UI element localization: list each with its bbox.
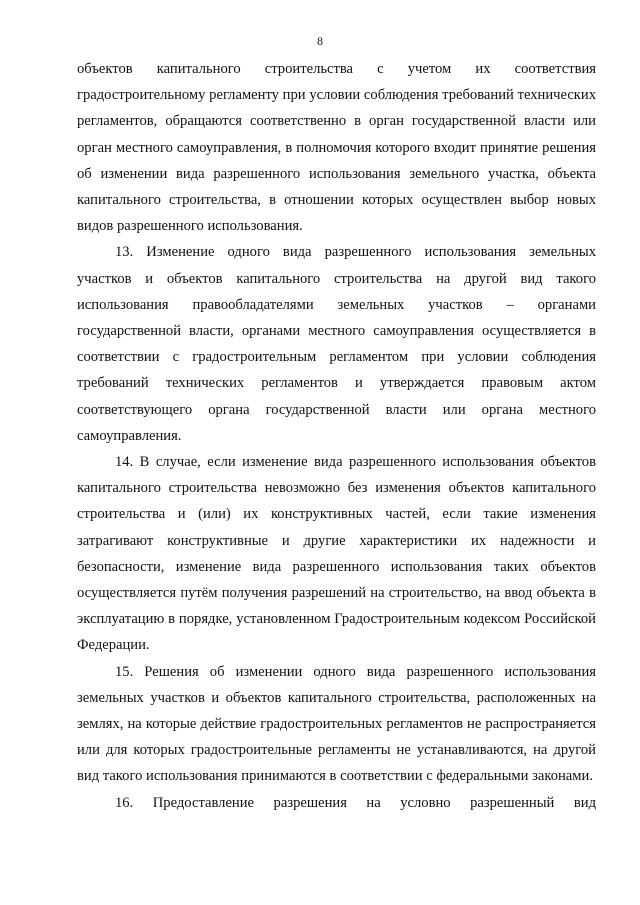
page-number: 8: [317, 34, 323, 48]
paragraph-13: 13. Изменение одного вида разрешенного использования земельных участков и объектов капитального строительства на другой вид такого использования правообладателями земельных участков – органами государственной власти, органами местного самоуправления осуществляется в соответствии с градостроительным регламентом при условии соблюдения требований технических регламентов и утверждается правовым актом соответствующего органа государственной власти или органа местного самоуправления.: [77, 244, 596, 444]
paragraph-14: 14. В случае, если изменение вида разрешенного использования объектов капитального строительства невозможно без изменения объектов капитального строительства и (или) их конструктивных частей, если такие изменения затрагивают конструктивные и другие характеристики их надежности и безопасности, изменение вида разрешенного использования таких объектов осуществляется путём получения разрешений на строительство, на ввод объекта в эксплуатацию в порядке, установленном Градостроительным кодексом Российской Федерации.: [77, 454, 596, 654]
paragraph-16: 16. Предоставление разрешения на условно разрешенный вид: [115, 794, 596, 811]
paragraph-15: 15. Решения об изменении одного вида разрешенного использования земельных участков и объектов капитального строительства, расположенных на землях, на которые действие градостроительных регламентов не распространяется или для которых градостроительные регламенты не устанавливаются, на другой вид такого использования принимаются в соответствии с федеральными законами.: [77, 663, 596, 785]
document-body: [77, 56, 596, 816]
paragraph-continuation: объектов капитального строительства с учетом их соответствия градостроительному регламенту при условии соблюдения требований технических регламентов, обращаются соответственно в орган государственной власти или орган местного самоуправления, в полномочия которого входит принятие решения об изменении вида разрешенного использования земельного участка, объекта капитального строительства, в отношении которых осуществлен выбор новых видов разрешенного использования.: [77, 61, 596, 235]
